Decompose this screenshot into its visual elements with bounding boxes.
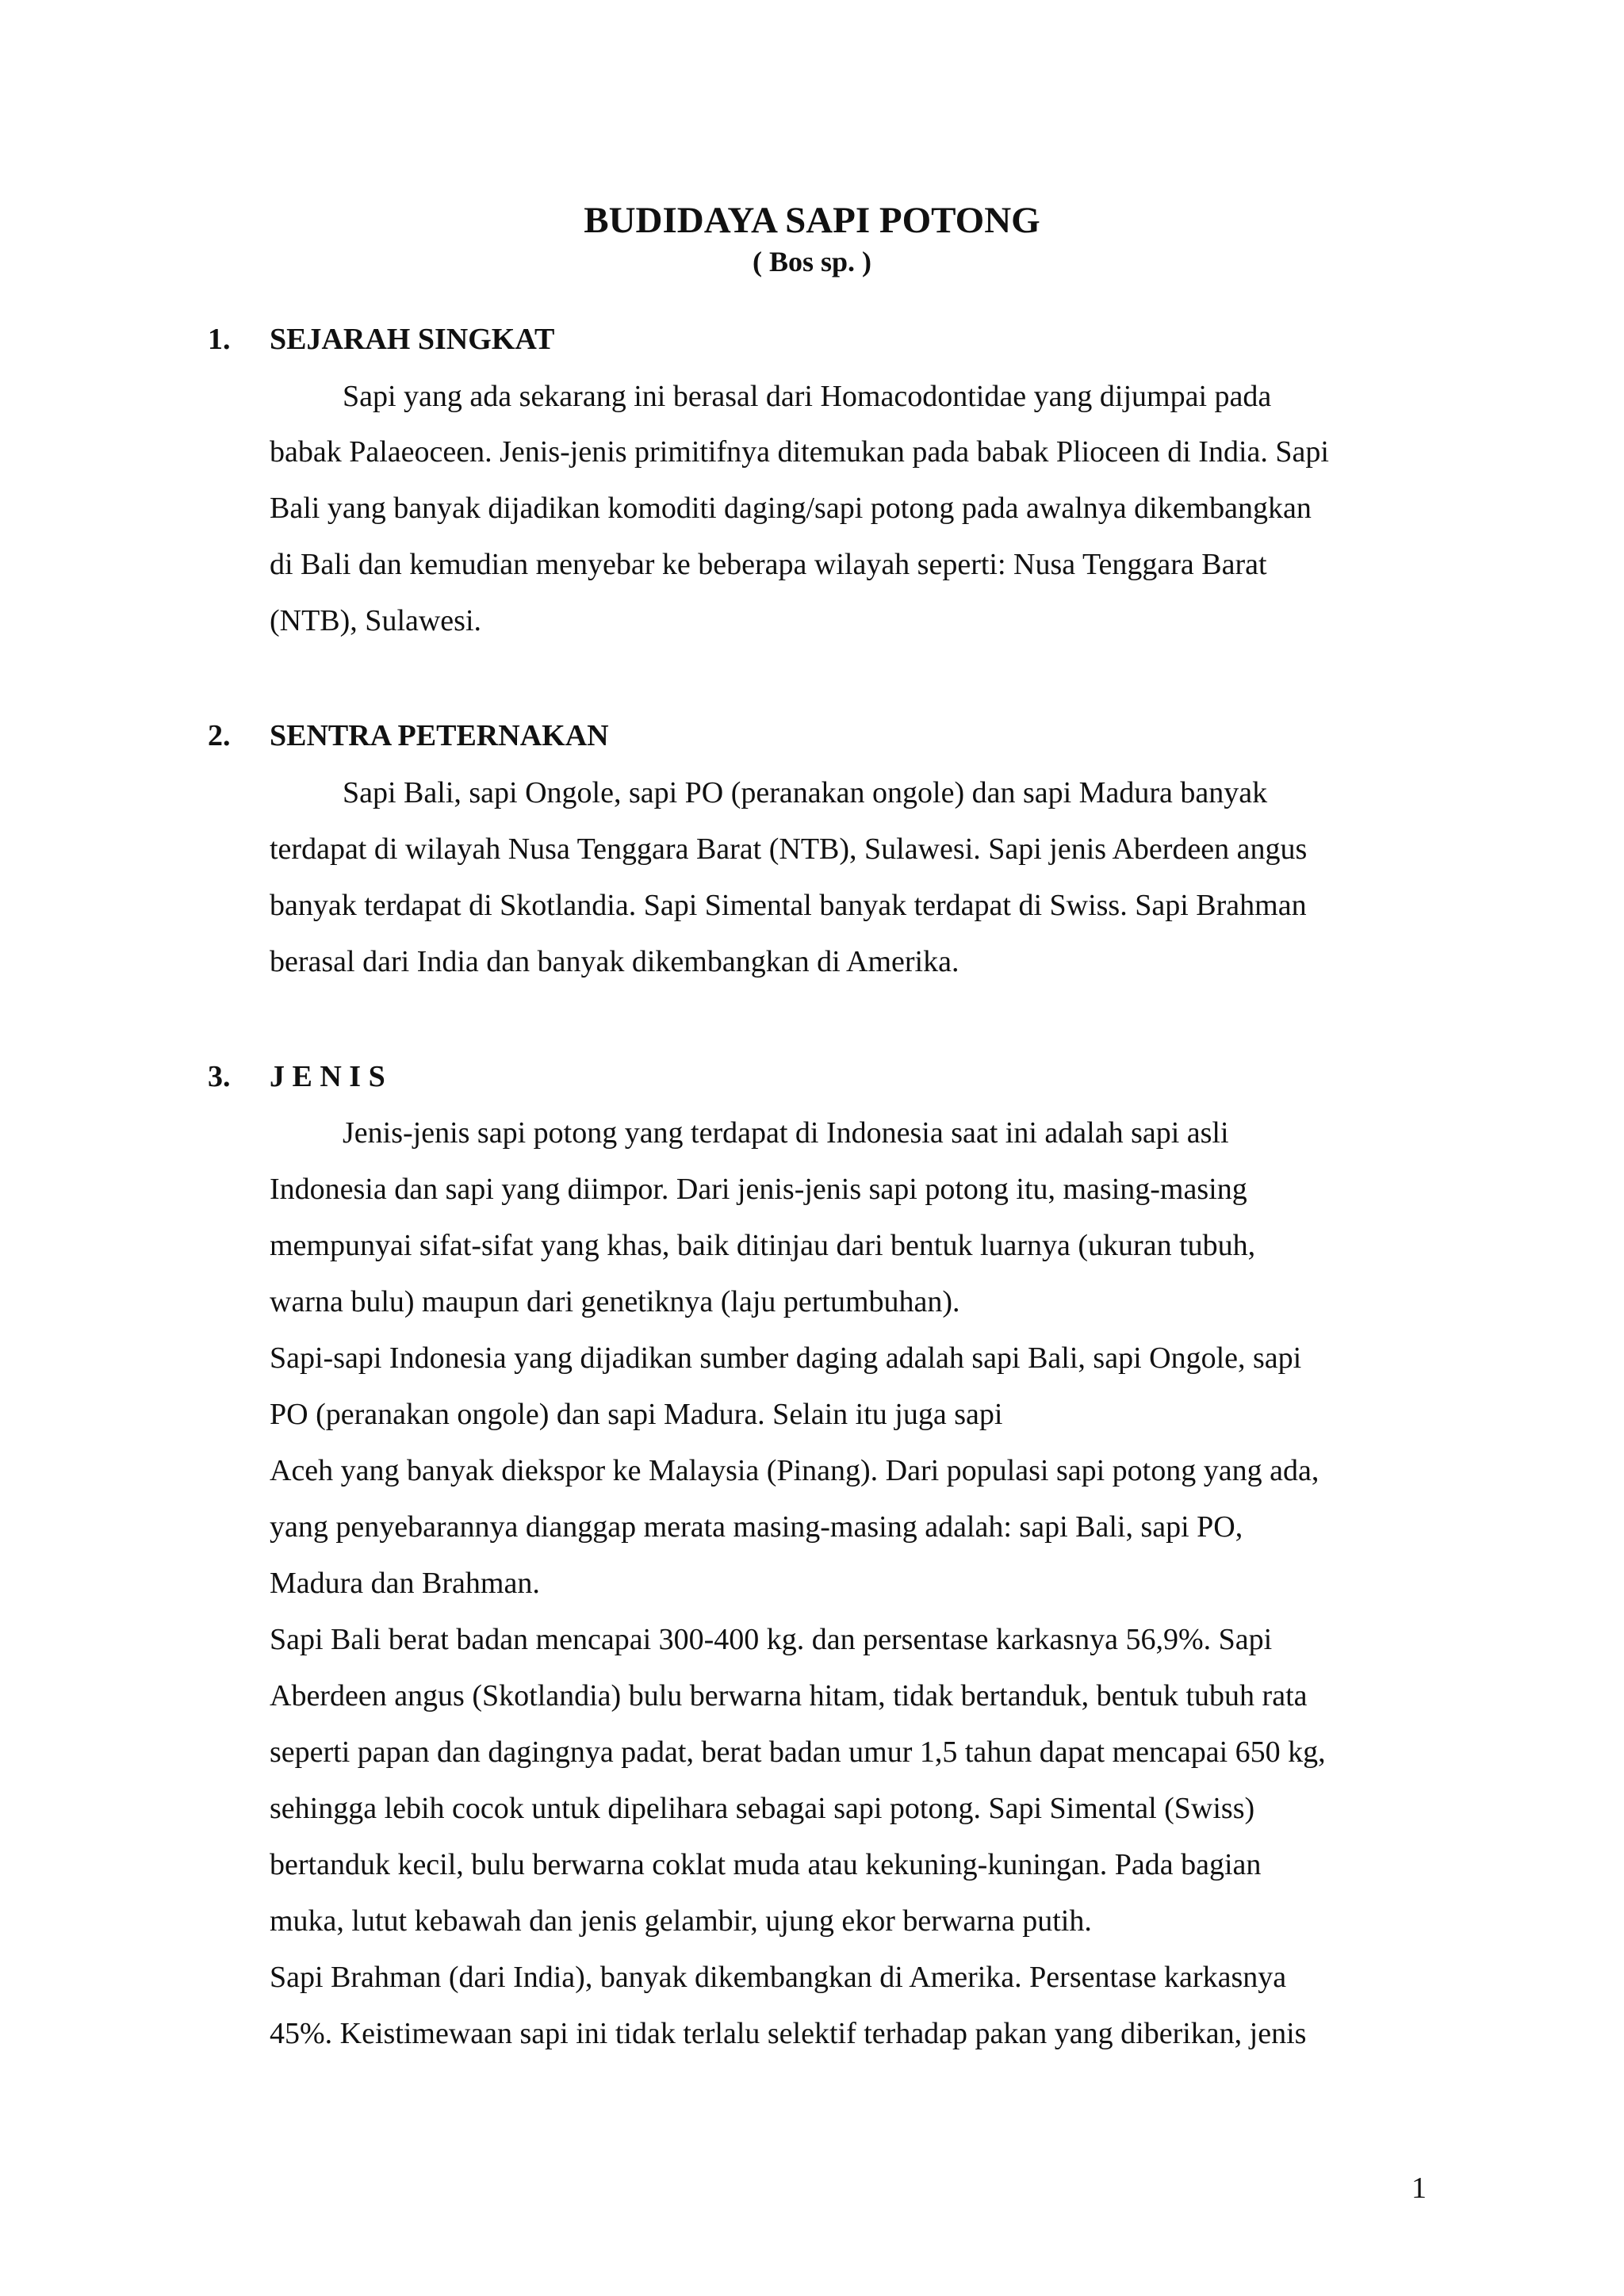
section-title: SENTRA PETERNAKAN [270, 719, 609, 752]
section-heading-jenis [208, 1057, 385, 1096]
document-title: BUDIDAYA SAPI POTONG [584, 200, 1040, 241]
section-number: 3. [208, 1060, 231, 1093]
section-title: SEJARAH SINGKAT [270, 323, 555, 356]
section-heading-sejarah [208, 320, 554, 359]
section-title: J E N I S [270, 1060, 385, 1093]
paragraph-line: muka, lutut kebawah dan jenis gelambir, ujung ekor berwarna putih. [270, 1904, 1092, 1938]
paragraph-line: seperti papan dan dagingnya padat, berat badan umur 1,5 tahun dapat mencapai 650 kg, [270, 1735, 1326, 1769]
paragraph-line: (NTB), Sulawesi. [270, 604, 482, 637]
paragraph-line: bertanduk kecil, bulu berwarna coklat muda atau kekuning-kuningan. Pada bagian [270, 1848, 1262, 1881]
paragraph-line: Indonesia dan sapi yang diimpor. Dari jenis-jenis sapi potong itu, masing-masing [270, 1173, 1247, 1206]
paragraph-line: Aberdeen angus (Skotlandia) bulu berwarna hitam, tidak bertanduk, bentuk tubuh rata [270, 1679, 1308, 1712]
paragraph-line: Sapi Bali, sapi Ongole, sapi PO (peranakan ongole) dan sapi Madura banyak [343, 776, 1268, 809]
paragraph-line: sehingga lebih cocok untuk dipelihara sebagai sapi potong. Sapi Simental (Swiss) [270, 1792, 1255, 1825]
paragraph-line: Jenis-jenis sapi potong yang terdapat di Indonesia saat ini adalah sapi asli [343, 1116, 1229, 1150]
paragraph-line: babak Palaeoceen. Jenis-jenis primitifnya ditemukan pada babak Plioceen di India. Sapi [270, 435, 1329, 469]
section-number: 2. [208, 719, 231, 752]
paragraph-line: yang penyebarannya dianggap merata masing-masing adalah: sapi Bali, sapi PO, [270, 1510, 1243, 1544]
paragraph-line: Sapi Bali berat badan mencapai 300-400 kg. dan persentase karkasnya 56,9%. Sapi [270, 1623, 1273, 1656]
paragraph-line: Bali yang banyak dijadikan komoditi daging/sapi potong pada awalnya dikembangkan [270, 492, 1312, 525]
paragraph-line: berasal dari India dan banyak dikembangkan di Amerika. [270, 945, 959, 978]
paragraph-line: Madura dan Brahman. [270, 1567, 540, 1600]
paragraph-line: warna bulu) maupun dari genetiknya (laju pertumbuhan). [270, 1285, 960, 1318]
paragraph-line: Aceh yang banyak diekspor ke Malaysia (Pinang). Dari populasi sapi potong yang ada, [270, 1454, 1320, 1487]
paragraph-line: terdapat di wilayah Nusa Tenggara Barat (NTB), Sulawesi. Sapi jenis Aberdeen angus [270, 832, 1308, 866]
paragraph-line: mempunyai sifat-sifat yang khas, baik ditinjau dari bentuk luarnya (ukuran tubuh, [270, 1229, 1256, 1262]
paragraph-line: Sapi yang ada sekarang ini berasal dari Homacodontidae yang dijumpai pada [343, 380, 1272, 413]
section-heading-sentra [208, 716, 609, 756]
paragraph-line: Sapi-sapi Indonesia yang dijadikan sumber daging adalah sapi Bali, sapi Ongole, sapi [270, 1341, 1302, 1375]
page-number: 1 [1411, 2172, 1427, 2205]
paragraph-line: banyak terdapat di Skotlandia. Sapi Simental banyak terdapat di Swiss. Sapi Brahman [270, 889, 1307, 922]
document-subtitle: ( Bos sp. ) [752, 246, 872, 277]
paragraph-line: PO (peranakan ongole) dan sapi Madura. Selain itu juga sapi [270, 1398, 1003, 1431]
paragraph-line: 45%. Keistimewaan sapi ini tidak terlalu selektif terhadap pakan yang diberikan, jenis [270, 2017, 1307, 2050]
paragraph-line: di Bali dan kemudian menyebar ke beberapa wilayah seperti: Nusa Tenggara Barat [270, 548, 1267, 581]
paragraph-line: Sapi Brahman (dari India), banyak dikembangkan di Amerika. Persentase karkasnya [270, 1961, 1287, 1994]
section-number: 1. [208, 323, 231, 356]
